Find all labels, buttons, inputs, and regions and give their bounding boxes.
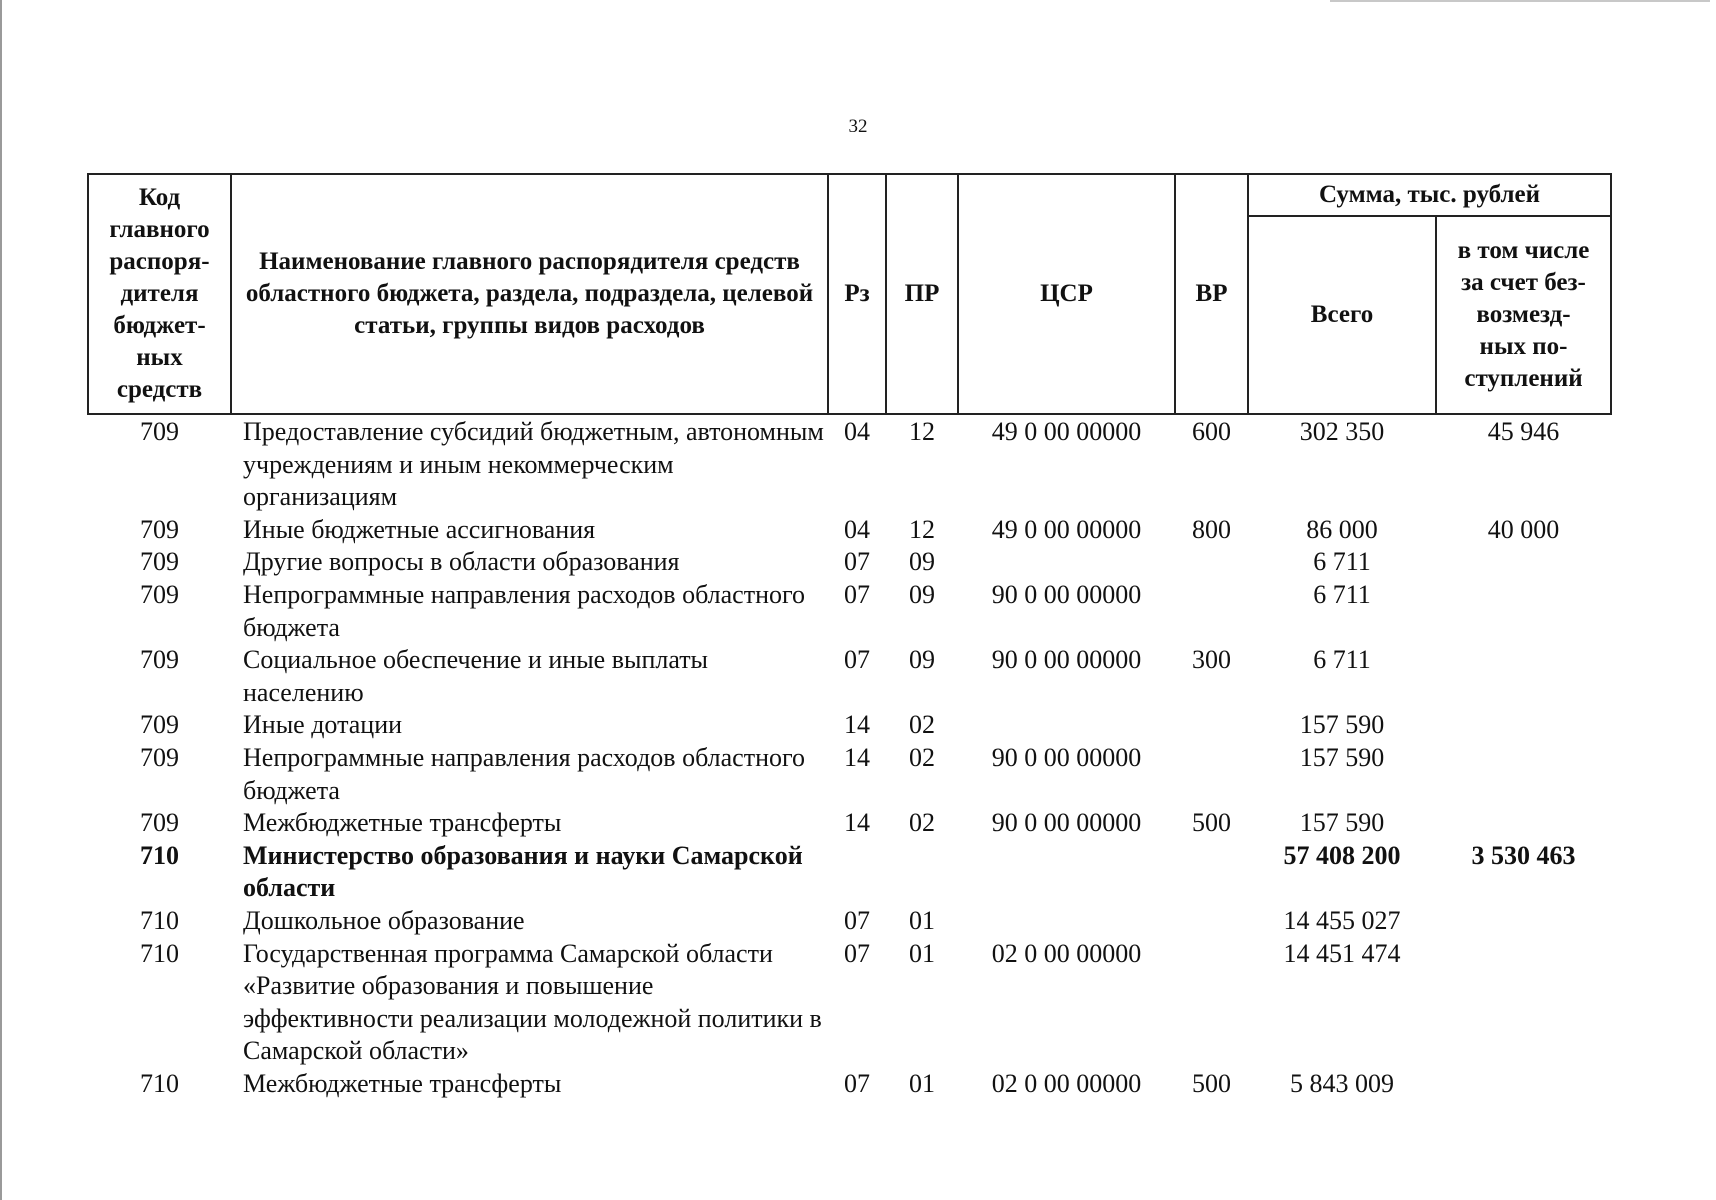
cell-free [1436, 579, 1611, 644]
cell-name: Иные дотации [243, 710, 403, 740]
cell-name: Государственная программа Самарской области «Развитие образования и повышение эффективности реализации молодежной политики в Самарской области» [243, 938, 822, 1066]
cell-rz: 07 [844, 905, 870, 935]
cell-csr: 02 0 00 00000 [991, 938, 1142, 968]
cell-code: 709 [140, 710, 179, 740]
table-header [88, 174, 1611, 414]
header-free: в том числе за счет без- возмезд- ных по- ступлений [1436, 216, 1611, 414]
cell-total: 6 711 [1313, 579, 1371, 609]
table-row [88, 1068, 1611, 1101]
cell-pr: 01 [909, 905, 935, 935]
cell-pr: 02 [909, 808, 935, 838]
cell-code: 710 [140, 840, 179, 870]
cell-csr: 90 0 00 00000 [991, 645, 1142, 675]
cell-name: Дошкольное образование [243, 905, 525, 935]
table-row [88, 579, 1611, 644]
cell-vr: 500 [1192, 1068, 1231, 1098]
cell-csr: 49 0 00 00000 [991, 514, 1142, 544]
cell-vr [1175, 840, 1248, 905]
budget-table [87, 173, 1612, 1100]
scan-edge-left [0, 0, 2, 1200]
cell-rz: 07 [844, 547, 870, 577]
cell-free [1436, 742, 1611, 807]
cell-code: 709 [140, 547, 179, 577]
cell-pr [886, 840, 958, 905]
cell-total: 14 455 027 [1283, 905, 1401, 935]
table-row [88, 546, 1611, 579]
cell-free [1436, 644, 1611, 709]
cell-vr: 300 [1192, 645, 1231, 675]
cell-pr: 09 [909, 547, 935, 577]
cell-vr [1175, 742, 1248, 807]
cell-code: 709 [140, 417, 179, 446]
cell-total: 157 590 [1299, 710, 1385, 740]
cell-vr [1175, 546, 1248, 579]
page-number: 32 [848, 116, 868, 137]
cell-total: 6 711 [1313, 645, 1371, 675]
cell-name: Другие вопросы в области образования [243, 547, 680, 577]
table-row [88, 905, 1611, 938]
header-vr: ВР [1175, 174, 1248, 414]
cell-csr [958, 709, 1175, 742]
cell-total: 5 843 009 [1290, 1068, 1394, 1098]
cell-total: 302 350 [1299, 417, 1385, 446]
cell-free: 45 946 [1487, 417, 1560, 446]
cell-pr: 12 [909, 417, 935, 446]
table-body [88, 414, 1611, 1100]
cell-rz: 07 [844, 579, 870, 609]
cell-pr: 09 [909, 579, 935, 609]
cell-name: Иные бюджетные ассигнования [243, 514, 596, 544]
header-code: Код главного распоря- дителя бюджет- ных средств [88, 174, 231, 414]
scan-edge-top [1330, 0, 1710, 2]
cell-rz: 14 [844, 742, 870, 772]
cell-free [1436, 938, 1611, 1068]
cell-csr [958, 840, 1175, 905]
table-row [88, 807, 1611, 840]
cell-csr: 90 0 00 00000 [991, 579, 1142, 609]
cell-rz [828, 840, 886, 905]
cell-code: 709 [140, 808, 179, 838]
cell-code: 709 [140, 742, 179, 772]
cell-name: Межбюджетные трансферты [243, 1068, 562, 1098]
cell-vr [1175, 938, 1248, 1068]
cell-free: 3 530 463 [1471, 840, 1576, 870]
cell-total: 86 000 [1306, 514, 1378, 544]
cell-rz: 04 [844, 514, 870, 544]
cell-name: Министерство образования и науки Самарской области [243, 840, 803, 903]
cell-vr: 800 [1192, 514, 1231, 544]
cell-rz: 07 [844, 938, 870, 968]
header-total: Всего [1248, 216, 1436, 414]
cell-csr: 90 0 00 00000 [991, 742, 1142, 772]
cell-name: Непрограммные направления расходов областного бюджета [243, 579, 805, 642]
cell-code: 710 [140, 1068, 179, 1098]
cell-free [1436, 807, 1611, 840]
table-row [88, 514, 1611, 547]
table-row [88, 840, 1611, 905]
cell-name: Межбюджетные трансферты [243, 808, 562, 838]
cell-rz: 07 [844, 1068, 870, 1098]
table-row [88, 742, 1611, 807]
cell-name: Непрограммные направления расходов областного бюджета [243, 742, 805, 805]
cell-free [1436, 709, 1611, 742]
cell-pr: 09 [909, 645, 935, 675]
cell-code: 709 [140, 579, 179, 609]
cell-total: 6 711 [1313, 547, 1371, 577]
cell-total: 157 590 [1299, 742, 1385, 772]
cell-code: 709 [140, 514, 179, 544]
cell-vr [1175, 905, 1248, 938]
cell-csr: 02 0 00 00000 [991, 1068, 1142, 1098]
cell-total: 157 590 [1299, 808, 1385, 838]
cell-pr: 01 [909, 938, 935, 968]
cell-rz: 07 [844, 645, 870, 675]
cell-pr: 12 [909, 514, 935, 544]
cell-vr: 600 [1192, 417, 1231, 446]
header-rz: Рз [828, 174, 886, 414]
table-row [88, 414, 1611, 514]
header-csr: ЦСР [958, 174, 1175, 414]
cell-pr: 02 [909, 710, 935, 740]
cell-csr: 49 0 00 00000 [991, 417, 1142, 446]
cell-free: 40 000 [1487, 514, 1560, 544]
cell-free [1436, 546, 1611, 579]
cell-pr: 02 [909, 742, 935, 772]
cell-rz: 04 [844, 417, 870, 446]
cell-code: 710 [140, 905, 179, 935]
cell-csr [958, 546, 1175, 579]
cell-name: Предоставление субсидий бюджетным, автономным учреждениям и иным некоммерческим организациям [243, 417, 824, 512]
cell-total: 14 451 474 [1283, 938, 1401, 968]
cell-vr [1175, 579, 1248, 644]
cell-free [1436, 905, 1611, 938]
cell-free [1436, 1068, 1611, 1101]
table-row [88, 938, 1611, 1068]
cell-pr: 01 [909, 1068, 935, 1098]
cell-csr [958, 905, 1175, 938]
table-row [88, 709, 1611, 742]
cell-csr: 90 0 00 00000 [991, 808, 1142, 838]
cell-code: 710 [140, 938, 179, 968]
table-row [88, 644, 1611, 709]
cell-code: 709 [140, 645, 179, 675]
cell-total: 57 408 200 [1283, 840, 1401, 870]
header-pr: ПР [886, 174, 958, 414]
header-sum-group: Сумма, тыс. рублей [1248, 174, 1611, 216]
header-name: Наименование главного распорядителя средств областного бюджета, раздела, подраздела, целевой статьи, группы видов расходов [231, 174, 828, 414]
cell-name: Социальное обеспечение и иные выплаты населению [243, 645, 709, 707]
cell-rz: 14 [844, 710, 870, 740]
cell-vr [1175, 709, 1248, 742]
cell-vr: 500 [1192, 808, 1231, 838]
cell-rz: 14 [844, 808, 870, 838]
